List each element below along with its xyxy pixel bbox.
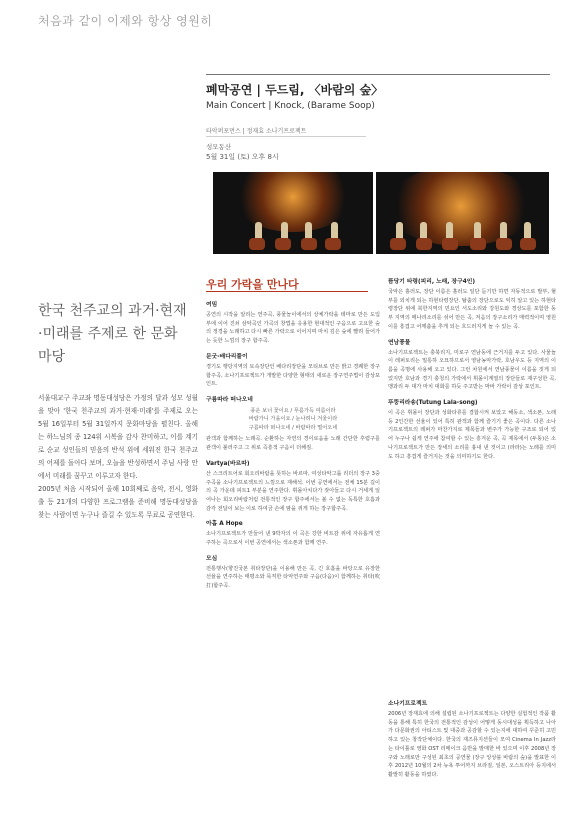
event-venue: 성모동산: [206, 143, 232, 151]
event-title: 폐막공연 | 두드림, 〈바람의 숲〉: [206, 83, 384, 97]
program-item: [388, 278, 556, 332]
section-title: 우리 가락을 만나다: [206, 278, 299, 291]
song-lyrics: [206, 406, 380, 436]
program-item: [206, 301, 380, 346]
top-divider: [206, 74, 550, 75]
sidebar-headline: 한국 천주교의 과거·현재·미래를 주제로 한 문화마당: [38, 303, 187, 365]
lyrics-line: 바람가니 가을이요 / 눈나려니 겨울이라: [248, 416, 338, 423]
program-item-body: 소나기프로젝트는 충북리지, 미로구 연남동에 근거지를 두고 있다. 사물놀이 레퍼토리는 밀롱하 오묘하므로서 영남농악가락, 호남우도 등 지역의 이름을 곡명에 사용해 오고 있다. 그런 차원에서 연남풍물이 이름을 짓게 되었지만 호남과 경기 충청의 가락에서 휘몰이계열의 장단들로 재구성한 곡, 맹과리 두 대가 마치 대화를 하듯 주고받는 막바 가락이 감상 포인트.: [388, 349, 556, 391]
program-item-title: 뚜뚱리라송(Tutung Lala-song): [388, 400, 478, 407]
header-tagline: 처음과 같이 이제와 항상 영원히: [38, 14, 213, 28]
program-column-right: [388, 278, 556, 468]
profile-body: 2006년 장재효에 의해 설립된 소나기프로젝트는 다양한 실험적인 작품 활동을 통해 특히 한국의 전통적인 감성이 어떻게 동시대성을 획득하고 나아가 다문화권의 아티스트 및 대중과 공감할 수 있는지에 대하여 꾸준히 고민하고 있는 창작단체이다. 한국의 재즈뮤지션들이 모여 Cinema In Jazz라는 타이틀로 영화 OST 리메이크 음반을 발매한 바 있으며 이후 2008년 장구와 노래로만 구성된 최초의 공연물 (장구 앙상블 바람의 숲)을 발표한 이후 2012년 10월의 2차 뉴욕 투어까지 브라질, 일본, 오스트리아 등지에서 활발히 활동을 하였다.: [388, 711, 556, 778]
program-item-body: 소나기프로젝트가 만들어 낸 9박자의 이 곡은 강한 비트감 위에 자유롭게 연주하는 곡으로서 이번 공연에서는 색소폰과 함께 연주.: [206, 531, 380, 547]
program-item-body: 전통행사(향진국본 취타장단)을 이용해 만든 곡, 긴 호흡을 바탕으로 유장한 선율을 연주하는 태평소와 묵직한 타악연주와 구음(다음)이 함께하는 취타(吹打)합주곡.: [206, 565, 380, 590]
program-item-body: 공연의 시작을 알리는 연주곡, 풍물놀이에서의 상체가락을 테마로 만든 도입부에 이어 진쇠 삼악곡인 가곡의 창법을 응용한 현대적인 구음으로 고요한 숲의 정경을 노래하고 다시 빠른 가락으로 이어지며 마치 깊은 숲에 빨려 들어가는 듯한 느낌의 장구 합주곡.: [206, 312, 380, 345]
program-item-body: 산 스크리트어로 회오리바람을 뜻하는 바르따, 여성타악그룹 리더의 장구 3중주곡을 소나기프로젝트의 느낌으로 재해석. 이번 공연에서는 전체 15분 길이의 곡 가운데 피트1 부분을 연주한다. 휘몰아치다가 잦아들고 다시 거세게 일어나는 회오리바람처럼 전통적인 장구 합주에서는 볼 수 없는 독특한 호흡과 감각 전달이 보는 이로 하여금 손에 땀을 쥐게 하는 장구합주곡.: [206, 470, 380, 512]
sidebar-intro: [38, 392, 198, 522]
event-subtitle: Main Concert | Knock, (Barame Soop): [206, 101, 375, 111]
performers-divider: [206, 136, 366, 137]
program-item-title: 모심: [206, 555, 218, 562]
event-date: 5월 31일 (토) 오후 8시: [206, 153, 279, 161]
program-item: [206, 396, 380, 453]
intro-paragraph-1: 서울대교구 주교좌 명동대성당은 가정의 달과 성모 성월을 맞아 '한국 천주교의 과거·현재·미래'를 주제로 오는 5월 16일부터 5월 31일까지 문화마당을 펼친다. 올해는 하느님의 종 124위 시복을 감사 찬미하고, 이를 계기로 순교 성인들의 믿음의 반석 위에 세워진 한국 천주교의 어제를 돌아다 보며, 오늘을 반성하면서 주님 사랑 안에서 미래를 꿈꾸고 이루고자 한다.: [38, 394, 198, 480]
section-divider: [206, 291, 368, 292]
program-item: [206, 520, 380, 547]
program-item: [206, 353, 380, 389]
program-item: [206, 460, 380, 514]
program-item-title: 여밈: [206, 302, 218, 308]
program-item: [388, 339, 556, 393]
header-bar: [0, 0, 580, 38]
program-item-title: 아홉 A Hope: [206, 521, 243, 528]
event-performers: 타악퍼포먼스 | 정재효 소나기프로젝트: [206, 128, 307, 135]
program-item-title: 문굿-배다리풀이: [206, 353, 248, 360]
profile-title: 소나기프로젝트: [388, 701, 428, 707]
program-item-body: 국악은 흘러도, 장단 이름은 흘러도 일단 듣기만 하면 자동적으로 발부, 혈부를 외치게 되는 하현타령장단. 탈춤의 장단으로도 익히 알고 있는 하현타령장단 위에 북한지역의 민요인 서도소리와 강원도와 경상도를 포함한 동부 지역의 메나리소리를 섞어 만든 곡, 저음의 장구소리가 매력적이며 영원이를 흥겹고 어깨춤을 추게 되는 흐드러지게 놀 수 있는 곡.: [388, 289, 556, 330]
lyrics-line: 구름따라 떠나오네 / 바람따라 떨어오네: [248, 424, 338, 431]
intro-paragraph-2: 2005년 처음 시작되어 올해 10회째로 음악, 전시, 영화 출 등 21개의 다양한 프로그램을 준비해 명동대성당을 찾는 사람이면 누구나 즐길 수 있도록 무료로 공연한다.: [38, 485, 198, 519]
group-profile: [388, 700, 556, 787]
program-item-body: 경기도 행당지역의 토속장단인 배다리장단을 모티브로 만든 밝고 경쾌한 장구 합주곡, 소나기프로젝트가 개발한 다양한 형태의 새로운 장구연주법이 감상포인트.: [206, 363, 380, 388]
profile-item: [388, 700, 556, 780]
program-item-title: Vartya(바르따): [206, 460, 250, 467]
concert-photo-left: [213, 172, 373, 254]
program-column-middle: [206, 301, 380, 598]
program-item-title: 뜸당기 타령(피리, 노래, 장구4인): [388, 279, 475, 285]
program-item-body: 관객과 함께하는 노래곡. 순환하는 자연의 경이로움을 노래 간단한 후렴구를 관객이 불러주고 그 위로 즉흥적 구음이 더해짐.: [206, 436, 380, 452]
program-item-body: 이 곡은 휘몰이 장단과 성화타류를 결합시켜 보았고 해동소, 색소폰, 노래 등 2인간한 선율이 있어 특히 관객과 함께 즐기기 좋은 곡이다. 다른 소나기프로젝트의 레퍼가 마찬가지로 제목들과 변주가 가능한 구조로 되어 있어 누구나 쉽게 연주에 참여할 수 있는 흥겨운 곡, 곡 제목에서 (두뚱)은 소나기프로젝트가 만든 장세의 소리를 흉내 낸 것이고 (라라)는 노래를 의미도 하고 흥겹게 즐거지는 것을 의미하기도 한다.: [388, 410, 556, 460]
program-item-title: 연남풍물: [388, 339, 411, 346]
lyrics-line: 풍운 보너 꽃이요 / 푸름가득 여름이라: [250, 407, 336, 414]
program-item-title: 구름따라 떠나오네: [206, 396, 253, 403]
concert-photo-right: [376, 172, 549, 254]
program-item: [388, 399, 556, 461]
program-item: [206, 555, 380, 591]
